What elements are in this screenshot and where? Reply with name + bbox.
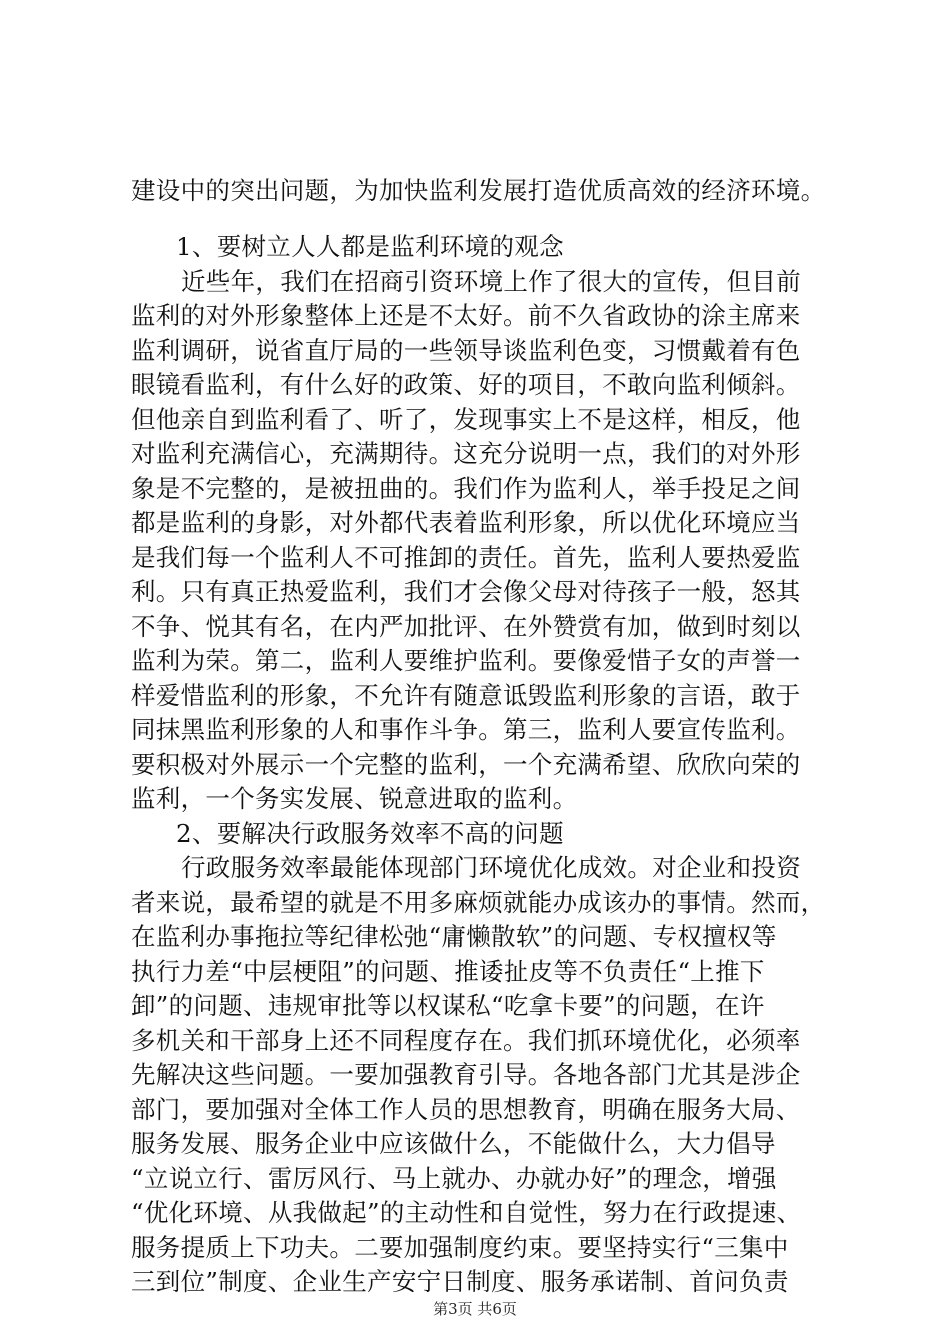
page-footer bbox=[0, 1298, 950, 1319]
body-line: 先解决这些问题。一要加强教育引导。各地各部门尤其是涉企 bbox=[131, 1060, 801, 1089]
body-line: 监利的对外形象整体上还是不太好。前不久省政协的涂主席来 bbox=[131, 301, 801, 330]
body-line: 多机关和干部身上还不同程度存在。我们抓环境优化，必须率 bbox=[131, 1025, 801, 1055]
body-line: 卸”的问题、违规审批等以权谋私“吃拿卡要”的问题，在许 bbox=[131, 991, 765, 1020]
body-line: 监利调研，说省直厅局的一些领导谈监利色变，习惯戴着有色 bbox=[131, 335, 801, 365]
body-line: 利。只有真正热爱监利，我们才会像父母对待孩子一般，怒其 bbox=[131, 577, 801, 606]
body-line: 监利，一个务实发展、锐意进取的监利。 bbox=[131, 784, 578, 813]
page-number-label: 第3页 共6页 bbox=[433, 1300, 517, 1318]
section-1 bbox=[131, 230, 831, 1300]
body-line: 监利为荣。第二，监利人要维护监利。要像爱惜子女的声誉一 bbox=[131, 646, 801, 675]
body-line: 象是不完整的，是被扭曲的。我们作为监利人，举手投足之间 bbox=[131, 473, 801, 503]
body-line: 部门，要加强对全体工作人员的思想教育，明确在服务大局、 bbox=[131, 1094, 801, 1124]
opening-paragraph bbox=[131, 174, 831, 209]
body-line: 同抹黑监利形象的人和事作斗争。第三，监利人要宣传监利。 bbox=[131, 715, 801, 744]
body-line: 是我们每一个监利人不可推卸的责任。首先，监利人要热爱监 bbox=[131, 542, 801, 572]
body-line: 近些年，我们在招商引资环境上作了很大的宣传，但目前 bbox=[181, 266, 801, 296]
body-line: 三到位”制度、企业生产安宁日制度、服务承诺制、首问负责 bbox=[131, 1267, 789, 1296]
body-line: 不争、悦其有名，在内严加批评、在外赞赏有加，做到时刻以 bbox=[131, 611, 801, 641]
body-line: 服务提质上下功夫。二要加强制度约束。要坚持实行“三集中 bbox=[131, 1232, 789, 1262]
body-line: 对监利充满信心，充满期待。这充分说明一点，我们的对外形 bbox=[131, 439, 801, 468]
body-line: 者来说，最希望的就是不用多麻烦就能办成该办的事情。然而， bbox=[131, 887, 826, 917]
body-line: 行政服务效率最能体现部门环境优化成效。对企业和投资 bbox=[181, 853, 801, 882]
body-line: “优化环境、从我做起”的主动性和自觉性，努力在行政提速、 bbox=[131, 1198, 802, 1227]
body-line: 要积极对外展示一个完整的监利，一个充满希望、欣欣向荣的 bbox=[131, 749, 801, 779]
body-line: 在监利办事拖拉等纪律松弛“庸懒散软”的问题、专权擅权等 bbox=[131, 922, 777, 951]
section-heading: 1、要树立人人都是监利环境的观念 bbox=[176, 232, 564, 261]
body-line: 建设中的突出问题，为加快监利发展打造优质高效的经济环境。 bbox=[131, 176, 826, 205]
body-line: 都是监利的身影，对外都代表着监利形象，所以优化环境应当 bbox=[131, 508, 801, 537]
body-line: 执行力差“中层梗阻”的问题、推诿扯皮等不负责任“上推下 bbox=[131, 956, 765, 986]
body-line: 样爱惜监利的形象，不允许有随意诋毁监利形象的言语，敢于 bbox=[131, 680, 801, 710]
body-line: 服务发展、服务企业中应该做什么，不能做什么，大力倡导 bbox=[131, 1129, 776, 1158]
body-line: “立说立行、雷厉风行、马上就办、办就办好”的理念，增强 bbox=[131, 1163, 777, 1193]
body-line: 但他亲自到监利看了、听了，发现事实上不是这样，相反，他 bbox=[131, 404, 801, 434]
section-heading: 2、要解决行政服务效率不高的问题 bbox=[176, 818, 564, 848]
body-line: 眼镜看监利，有什么好的政策、好的项目，不敢向监利倾斜。 bbox=[131, 370, 801, 399]
